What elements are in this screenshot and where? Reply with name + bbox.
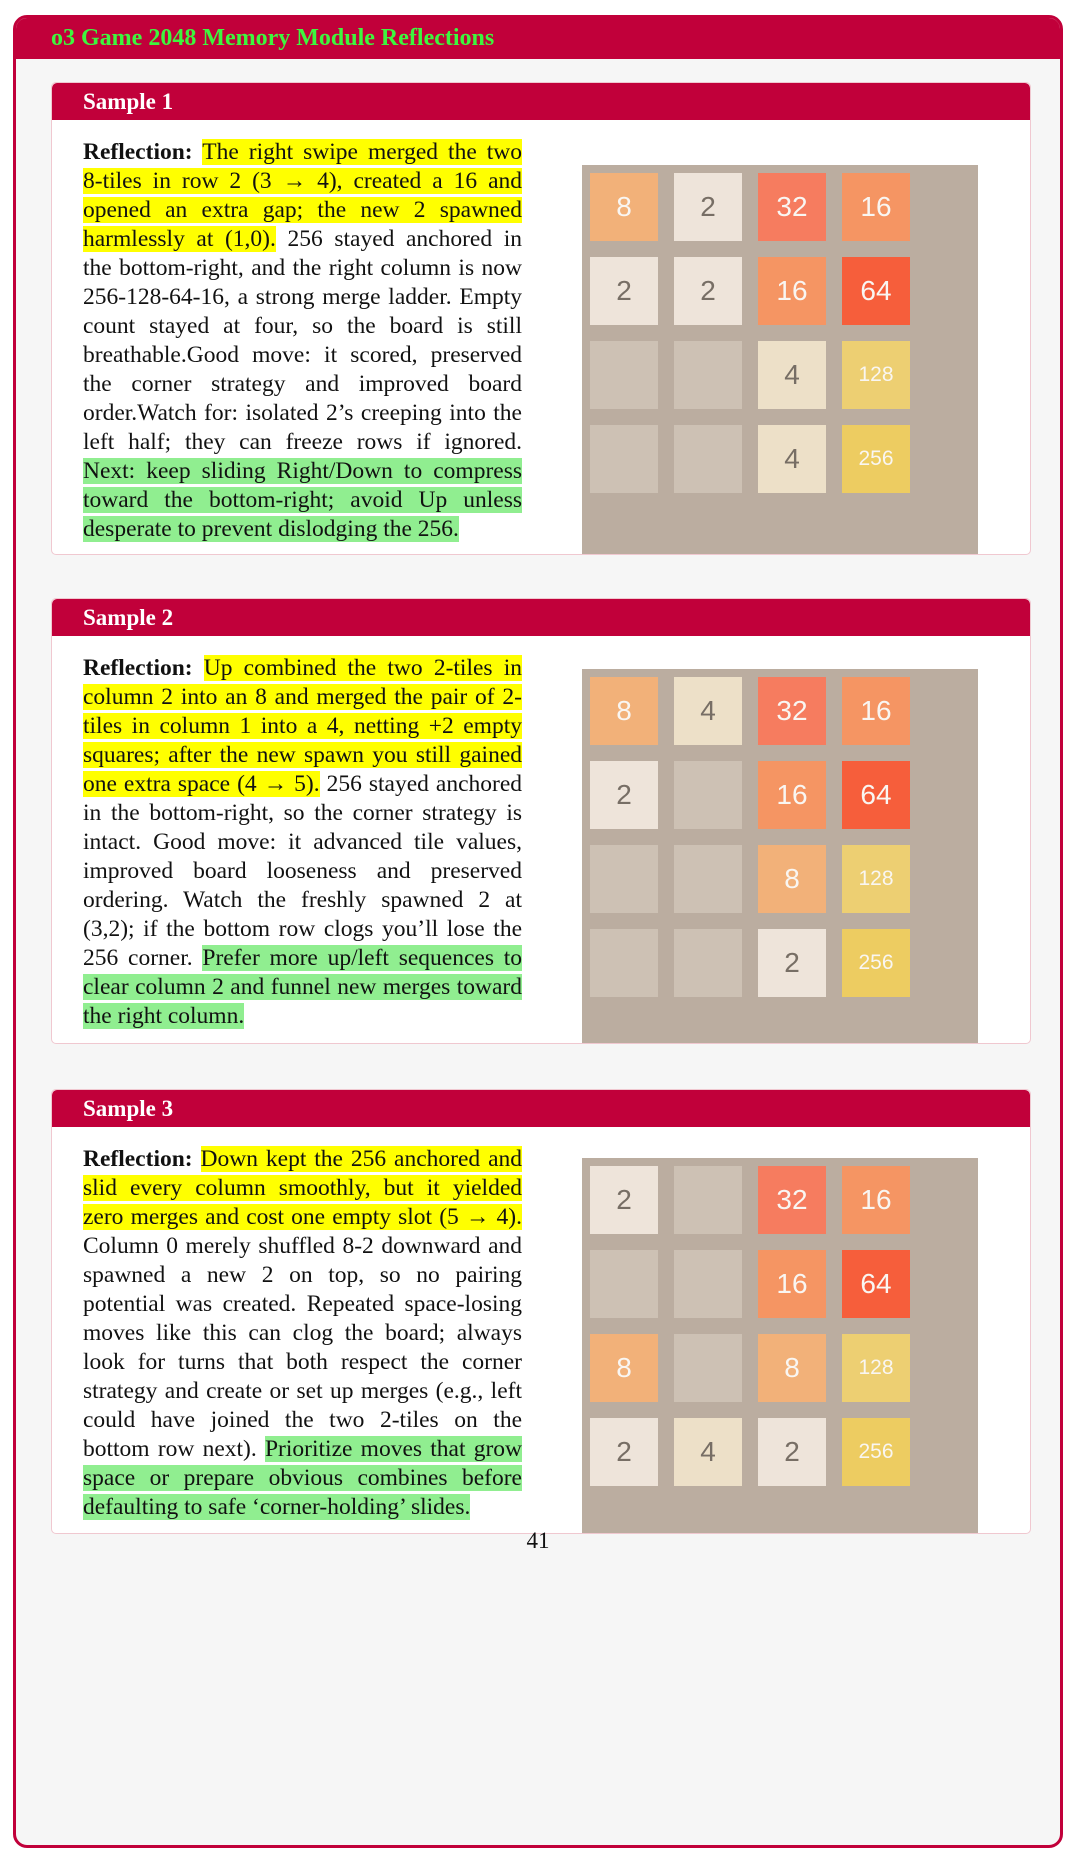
tile-empty	[590, 341, 658, 409]
tile-16: 16	[758, 1250, 826, 1318]
tile-empty	[674, 1250, 742, 1318]
reflection-text	[83, 1145, 522, 1522]
tile-2: 2	[590, 257, 658, 325]
tile-256: 256	[842, 1418, 910, 1486]
sample-title: Sample 1	[52, 83, 1030, 120]
sample-card-2	[51, 598, 1031, 1044]
tile-2: 2	[674, 257, 742, 325]
game-board	[582, 1158, 978, 1534]
tile-128: 128	[842, 1334, 910, 1402]
tile-128: 128	[842, 845, 910, 913]
tile-2: 2	[590, 761, 658, 829]
game-board	[582, 669, 978, 1044]
reflection-label: Reflection:	[83, 655, 193, 681]
reflection-advice: Prioritize moves that grow space or prepare obvious combines before defaulting to safe ‘corner-holding’ slides.	[83, 1436, 523, 1520]
tile-8: 8	[590, 677, 658, 745]
tile-8: 8	[590, 173, 658, 241]
reflection-body: Column 0 merely shuffled 8-2 downward and spawned a new 2 on top, so no pairing potential was created. Repeated space-losing moves like this can clog the board; always look for turns that both respect the corner strategy and create or set up merges (e.g., left could have joined the two 2-tiles on the bottom row next).	[83, 1233, 522, 1462]
tile-empty	[674, 845, 742, 913]
reflection-body: 256 stayed anchored in the bottom-right, and the right column is now 256-128-64-16, a strong merge ladder. Empty count stayed at four, so the board is still breathable.Good move: it scored, preserved the corner strategy and improved board order.Watch for: isolated 2’s creeping into the left half; they can freeze rows if ignored.	[83, 226, 522, 455]
page-number: 41	[526, 1528, 550, 1553]
tile-8: 8	[758, 845, 826, 913]
tile-empty	[674, 1166, 742, 1234]
tile-empty	[674, 929, 742, 997]
reflection-advice: Prefer more up/left sequences to clear column 2 and funnel new merges toward the right column.	[83, 945, 523, 1029]
tile-2: 2	[674, 173, 742, 241]
tile-2: 2	[590, 1418, 658, 1486]
tile-16: 16	[842, 1166, 910, 1234]
tile-empty	[590, 425, 658, 493]
page-title: o3 Game 2048 Memory Module Reflections	[16, 18, 1060, 59]
tile-16: 16	[842, 677, 910, 745]
reflection-body: 256 stayed anchored in the bottom-right, so the corner strategy is intact. Good move: it advanced tile values, improved board looseness and preserved ordering. Watch the freshly spawned 2 at (3,2); if the bottom row clogs you’ll lose the 256 corner.	[83, 771, 523, 971]
tile-empty	[590, 1250, 658, 1318]
reflection-highlight: Down kept the 256 anchored and slid every column smoothly, but it yielded zero merges and cost one empty slot (5 → 4).	[83, 1146, 522, 1230]
tile-16: 16	[758, 257, 826, 325]
tile-64: 64	[842, 761, 910, 829]
tile-16: 16	[758, 761, 826, 829]
tile-empty	[674, 1334, 742, 1402]
tile-64: 64	[842, 257, 910, 325]
tile-256: 256	[842, 929, 910, 997]
tile-4: 4	[674, 677, 742, 745]
tile-empty	[674, 425, 742, 493]
tile-empty	[674, 761, 742, 829]
reflection-advice: Next: keep sliding Right/Down to compress toward the bottom-right; avoid Up unless desperate to prevent dislodging the 256.	[83, 458, 522, 542]
sample-title: Sample 2	[52, 599, 1030, 636]
tile-8: 8	[758, 1334, 826, 1402]
reflection-text	[83, 138, 522, 544]
tile-32: 32	[758, 677, 826, 745]
tile-8: 8	[590, 1334, 658, 1402]
sample-card-1	[51, 82, 1031, 555]
tile-empty	[590, 845, 658, 913]
tile-2: 2	[758, 1418, 826, 1486]
reflection-label: Reflection:	[83, 139, 193, 165]
tile-empty	[674, 341, 742, 409]
tile-4: 4	[758, 341, 826, 409]
reflections-panel	[13, 15, 1063, 1848]
tile-2: 2	[590, 1166, 658, 1234]
sample-title: Sample 3	[52, 1090, 1030, 1127]
reflection-text	[83, 654, 522, 1031]
tile-32: 32	[758, 173, 826, 241]
tile-4: 4	[758, 425, 826, 493]
sample-card-3	[51, 1089, 1031, 1534]
reflection-label: Reflection:	[83, 1146, 193, 1172]
reflection-highlight: The right swipe merged the two 8-tiles in row 2 (3 → 4), created a 16 and opened an extra gap; the new 2 spawned harmlessly at (1,0).	[83, 139, 523, 252]
tile-32: 32	[758, 1166, 826, 1234]
tile-64: 64	[842, 1250, 910, 1318]
game-board	[582, 165, 978, 555]
reflection-highlight: Up combined the two 2-tiles in column 2 into an 8 and merged the pair of 2-tiles in column 1 into a 4, netting +2 empty squares; after the new spawn you still gained one extra space (4 → 5).	[83, 655, 522, 797]
tile-4: 4	[674, 1418, 742, 1486]
tile-2: 2	[758, 929, 826, 997]
tile-16: 16	[842, 173, 910, 241]
tile-empty	[590, 929, 658, 997]
tile-128: 128	[842, 341, 910, 409]
tile-256: 256	[842, 425, 910, 493]
